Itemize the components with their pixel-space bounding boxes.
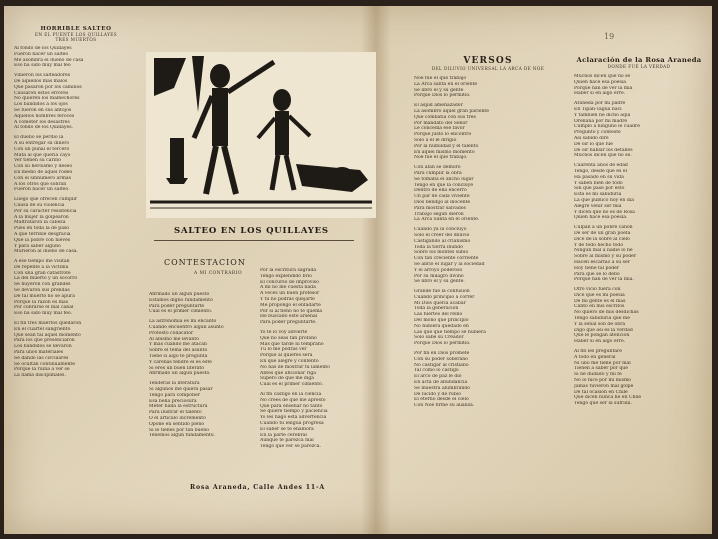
poem-aclaracion: [574, 56, 704, 411]
versos-subtitle: DEL DILUVIO UNIVERSAL LA ARCA DE NOE: [431, 66, 545, 71]
verse-line: Un par de cada viviente: [414, 194, 470, 200]
verse-line: Se libró él y su gente: [414, 87, 464, 93]
verse-line: No castigar al cristiano: [414, 362, 469, 368]
verse-line: Tengo que ser la sufrida.: [574, 401, 632, 407]
verse-line: En el cuartel sangriento: [14, 326, 71, 332]
verse-line: La llama disciplinales.: [14, 373, 66, 379]
poem-versos: [414, 56, 562, 413]
poem-title: HORRIBLE SALTEO: [40, 26, 112, 32]
verse-line: Cuarenta años de edad: [574, 163, 628, 169]
contestacion-subtitle: A MI CONTRARIO: [194, 271, 243, 276]
verse-line: Eso ha sido muy mal feo.: [14, 311, 73, 317]
verse-line: Tenemos algún fundamento.: [149, 433, 215, 439]
verse-line: Se quiere tiempo y paciencia: [260, 409, 328, 415]
stanza: [260, 268, 364, 326]
verse-line: Se fueron en sus antojos: [14, 107, 72, 113]
verse-line: Mi Dios quería acabar: [414, 300, 466, 306]
verse-line: Que sean tal aquel momento: [14, 332, 81, 338]
verse-line: Que para enseñar no tanto: [260, 403, 323, 409]
versos-body: [414, 76, 562, 409]
verse-line: Opone en sentido pleno: [149, 421, 205, 427]
aclaracion-title: Aclaración de la Rosa Araneda: [576, 56, 702, 64]
verse-line: Sobre los montes subió: [414, 250, 469, 256]
verse-line: Y la señal son de obra: [574, 321, 626, 327]
verse-line: En aquel mismo momento: [414, 149, 475, 155]
verse-line: Dentro de ella encerró: [414, 188, 467, 194]
verse-line: Se tomaba el ancho lugar: [414, 176, 474, 182]
verse-line: Estamos digno fundamento: [149, 297, 213, 303]
stanza: [14, 197, 138, 255]
verse-line: Al fondo de los Quillayes.: [14, 125, 74, 131]
verse-line: Sin que pase por esto: [574, 186, 625, 192]
verse-line: Y para saber alguno: [14, 243, 61, 249]
verse-line: Se dando las circulares: [14, 355, 69, 361]
aclaracion-subtitle: DONDE FUÉ LA VERDAD: [607, 64, 671, 69]
verse-line: Cual es el primer cimiento.: [149, 309, 213, 315]
stanza: [260, 330, 364, 388]
verse-line: Cuando ya la concluyó: [414, 227, 467, 233]
verse-line: Y mas cuando me atacan: [149, 342, 207, 348]
verse-line: Y dicen que no es de Rosa: [574, 209, 635, 215]
verse-line: Cuando tu lengua progresa: [260, 420, 324, 426]
verse-line: A veces un buen profesor: [260, 291, 320, 297]
verse-line: Mata al que quería cayó: [14, 152, 71, 158]
verse-line: Alegre venir ser mía: [574, 203, 622, 209]
verse-line: Si algunos me quiera pasar: [149, 386, 213, 392]
verse-line: Cuando encuentro algún asunto: [149, 324, 224, 330]
verse-line: Sólo a él le dirigió: [414, 137, 457, 143]
verse-line: A ese tiempo me visitan: [14, 259, 70, 265]
verse-line: Grande fué la confusión: [414, 289, 470, 295]
stanza: [149, 381, 249, 439]
stanza: [414, 351, 562, 409]
verse-line: Fueron hacer un salteo: [14, 51, 69, 57]
verse-line: A cometer los desastres: [14, 119, 70, 125]
woodcut-illustration: [146, 52, 376, 218]
stanza: [414, 165, 562, 223]
verse-line: La Arca Santa en el oriente.: [414, 217, 480, 223]
verse-line: Y también he dicho aquí: [574, 112, 631, 118]
verse-line: Vinieron los salteadores: [14, 73, 71, 79]
verse-line: Al fin les preguntaré: [574, 349, 622, 355]
verse-line: Con el sinnúmero armas: [14, 175, 71, 181]
verse-line: Cantó en mis escritos: [574, 304, 625, 310]
verse-line: Que le pongan atención: [574, 333, 630, 339]
stanza: [149, 292, 249, 315]
verse-line: Para unos materiales: [14, 350, 64, 356]
divider-rule: [154, 240, 354, 241]
verse-line: Hoy tiene tal poder: [574, 265, 620, 271]
verse-line: Para poder preguntarte: [149, 303, 205, 309]
verse-line: Sólo sabe su Creador: [414, 335, 464, 341]
verse-line: Muchos dicen que no sé.: [574, 153, 632, 159]
contestacion-col-1: [149, 292, 249, 443]
verse-line: Con su poder soberano: [414, 356, 468, 362]
verse-line: Al fondo de los Quillayes: [14, 46, 72, 51]
verse-line: La del muerto y un socorro: [14, 276, 78, 282]
woodcut-caption: SALTEO EN LOS QUILLAYES: [174, 226, 329, 236]
verse-line: El fin tres muertos quedaron: [14, 321, 82, 327]
stanza: [414, 227, 562, 285]
verse-line: Haber si en algo erré.: [574, 91, 626, 97]
verse-line: No lo hice por mí mismo: [574, 378, 632, 384]
verse-line: Con Noé firme su alianza.: [414, 403, 475, 409]
verse-line: Porque han de ver la mía: [574, 85, 633, 91]
verse-line: A la mujer la golpearon: [14, 214, 69, 220]
verse-line: No quieren los malhechores: [14, 96, 80, 102]
verse-line: Ni uno me tiene por mal: [574, 360, 631, 366]
verse-line: Tengo sabiduría que me: [574, 316, 630, 322]
verse-line: Eso ha sido muy mal feo: [14, 63, 71, 69]
verse-line: Hacen escarnio a su ser: [574, 259, 630, 265]
verse-line: El arco de paz le dió: [414, 374, 462, 380]
verse-line: Yo te lo voy advierte: [260, 329, 308, 335]
verse-line: Noé fué el que trabajó: [414, 76, 467, 81]
verse-line: Que no seas tan profano: [260, 335, 317, 341]
verse-line: De tal ocasión en Chile: [574, 389, 628, 395]
stanza: [14, 321, 138, 379]
verse-line: Le concedía ese favor: [414, 126, 465, 132]
stanza: [414, 289, 562, 347]
verse-line: A los otros que sobran: [14, 181, 67, 187]
verse-line: Supero de que me diga: [260, 376, 315, 382]
verse-line: Aunque te parezca mal: [260, 438, 314, 444]
stanza: [149, 319, 249, 377]
verse-line: De aquellos más malos: [14, 78, 68, 84]
verse-line: El dueño se perdió la: [14, 135, 64, 141]
verse-line: Para poder preguntarte.: [260, 320, 317, 326]
verse-line: Cuando principió a correr: [414, 294, 475, 300]
verse-line: Tal como lo castigó: [414, 368, 459, 374]
verse-line: Se abrió el lugar y la sociedad: [414, 261, 485, 267]
verse-line: De mi gente es el más: [574, 298, 626, 304]
verse-line: Se ocultan continuamente: [14, 361, 75, 367]
verse-line: Porque Dios lo permitió.: [414, 341, 471, 347]
verse-line: Mas que tarde ni temprano: [260, 341, 324, 347]
verse-line: A mi no me cuesta nada: [260, 285, 316, 291]
verse-line: Porque han de ver la mía.: [574, 277, 634, 283]
verse-line: Para que se lo debo: [574, 271, 620, 277]
verse-line: Por la humildad y el talento: [414, 143, 479, 149]
verse-line: Toda la tierra inundó: [414, 244, 463, 250]
verse-line: Y carenas tendré el es este: [149, 359, 212, 365]
verse-line: Maltrataron la cabeza: [14, 220, 66, 226]
verse-line: En la parte cerebral: [260, 432, 307, 438]
verse-line: De tal muerto no se apura: [14, 293, 75, 299]
verse-line: Tengo que ver se parezca.: [260, 444, 321, 450]
verse-line: No crees de que me apresto: [260, 397, 326, 403]
stanza: [414, 76, 562, 99]
verse-line: Cual es el primer cimiento.: [260, 382, 324, 388]
stanza: [14, 46, 138, 69]
verse-line: Se libró él y su gente.: [414, 279, 465, 285]
verse-line: Que pasaron por los caminos: [14, 84, 82, 90]
verse-line: La astronomía es mi encanto: [149, 319, 217, 325]
verse-line: Yo les hago esta advertencia: [260, 415, 327, 421]
stanza: [260, 392, 364, 450]
verse-line: El eterno desde el cielo: [414, 397, 469, 403]
verse-line: Afirmado un algún puesto: [149, 292, 210, 297]
page-number: 19: [604, 32, 615, 41]
verse-line: Quién hace esa poesía: [574, 79, 627, 85]
verse-line: Me propongo el enfadarte: [260, 302, 321, 308]
verse-line: Toda la generación: [414, 306, 459, 312]
verse-line: Por cobrarse el mal cabal: [14, 305, 74, 311]
verse-line: Murieron al dueño de casa.: [14, 249, 78, 255]
stanza: [574, 74, 704, 97]
verse-line: En Tipán-Tagua nací: [574, 106, 622, 112]
verse-line: Así sabido diré: [574, 135, 609, 141]
verse-line: Ha pasado en su vida: [574, 174, 624, 180]
verse-line: Por la escritura sagrada: [260, 268, 317, 273]
verse-line: Al fin castigo en la ciencia: [260, 391, 322, 397]
verse-line: Por fin en Dios promete: [414, 351, 470, 357]
stanza: [574, 225, 704, 283]
verse-line: Aquellos hombres feroces: [14, 113, 75, 119]
verse-line: Para los que presenciaron: [14, 338, 75, 344]
verse-line: He buscado este arsenal: [260, 314, 318, 320]
verse-line: A todo en general: [574, 354, 616, 360]
verse-line: Afirmado un algún puesto.: [149, 371, 211, 377]
verse-line: Al abismo me levanto: [149, 336, 199, 342]
imprint-line: Rosa Araneda, Calle Andes 11-A: [190, 484, 325, 491]
contestacion-col-2: [260, 268, 364, 454]
verse-line: Haber si en algo erré.: [574, 339, 626, 345]
stanza: [574, 101, 704, 159]
verse-line: Las que que tiempo se hubiera: [414, 329, 486, 335]
verse-line: No hubiera quedado en: [414, 323, 469, 329]
verse-line: Causaron estos errores: [14, 90, 69, 96]
stanza: [14, 73, 138, 131]
verse-line: Si eres un buen literato: [149, 365, 204, 371]
verse-line: Noé fué el que trabajó.: [414, 155, 468, 161]
verse-line: La Arca santa en el oriente: [414, 81, 478, 87]
verse-line: Ningún mal a nadie lo he: [574, 248, 633, 254]
verse-line: Porque la razón es más: [14, 299, 69, 305]
verse-line: Los bandidos se llevaron: [14, 344, 72, 350]
verse-line: De lúcido y de rubio: [414, 391, 462, 397]
verse-line: Muchos dicen que no sé: [574, 74, 631, 79]
verse-line: El aspid amenazador: [414, 103, 463, 109]
verse-line: Castigando al crianismo: [414, 238, 471, 244]
verse-line: Para mostrar salvados: [414, 205, 466, 211]
verse-line: Se muestra alumbrando: [414, 385, 471, 391]
verse-line: Dice de la sobre al cielo: [574, 236, 630, 242]
verse-line: Por su carácter resistencia: [14, 208, 77, 214]
verse-line: Tiene si algo te pregunta: [149, 353, 208, 359]
poem-body: [14, 46, 138, 379]
stanza: [14, 135, 138, 193]
verse-line: Luego que ofrecen cumplir: [14, 197, 78, 203]
woodcut-svg: [146, 52, 376, 218]
versos-title: VERSOS: [463, 56, 513, 66]
verse-line: Se llevaron sus prendas: [14, 288, 70, 294]
verse-line: O el artículo incremento: [149, 415, 206, 421]
verse-line: Con un puñal el tercero: [14, 146, 70, 152]
verse-line: Quién hace esa poesía.: [574, 215, 628, 221]
verse-line: Que dicen nunca he en Chile: [574, 395, 642, 401]
verse-line: No has de mostrar tu lamento: [260, 364, 330, 370]
verse-line: En medio de aquel rodeo: [14, 169, 73, 175]
verse-line: Y el arroyo poderoso: [414, 267, 463, 273]
aclaracion-body: [574, 74, 704, 407]
poem-subtitle-2: TRES MUERTOS: [55, 37, 97, 42]
verse-line: Porque al quieres será: [260, 353, 313, 359]
verse-line: Me asombra el dueño de casa: [14, 57, 84, 63]
verse-line: Antes que aficionar riga: [260, 370, 317, 376]
verse-line: Del moño que principió: [414, 318, 469, 324]
stanza: [14, 259, 138, 317]
contestacion-title: CONTESTACION: [164, 258, 246, 267]
verse-line: Que combatía con sus tres: [414, 114, 476, 120]
verse-line: Se huyeron con grandes: [14, 282, 71, 288]
verse-line: Pues en toda la de paso: [14, 226, 70, 232]
verse-line: Con afán se demoró: [414, 165, 461, 171]
verse-line: Para ilustrar el talento: [149, 410, 202, 416]
verse-line: Con tan creciente corriente: [414, 256, 479, 262]
verse-line: Esa bella preciosura: [149, 398, 197, 404]
verse-line: Si he dudado y mi fe: [574, 372, 622, 378]
verse-line: Tengo en que la concluye: [414, 182, 474, 188]
verse-line: Araneda por mi padre: [574, 101, 626, 107]
verse-line: Que la pobre con nieves: [14, 237, 71, 243]
verse-line: Sobre el tema del asunto: [149, 348, 208, 354]
verse-line: Otro vicio fuera con: [574, 287, 621, 293]
verse-line: Meter halla la estructura: [149, 404, 208, 410]
verse-line: De oír lo que fué: [574, 141, 613, 147]
verse-line: Con una gran catástrofe: [14, 270, 71, 276]
verse-line: Pregunto y contesté: [574, 130, 621, 136]
verse-line: En acta de abundancia: [414, 380, 468, 386]
verse-line: Sobre al mismo y su poder: [574, 254, 637, 260]
verse-line: Porque justo lo encontró: [414, 132, 472, 138]
broadside-sheet: [4, 6, 712, 534]
verse-line: Las fuertes del reino: [414, 312, 463, 318]
poem-salteo: [14, 26, 138, 383]
verse-line: El concurso de improviso: [260, 279, 319, 285]
verse-line: Con su heroísmo y deseo: [14, 164, 73, 170]
verse-line: De repente a la víctima: [14, 264, 69, 270]
verse-line: Tenderás la literatura: [149, 381, 200, 387]
verse-line: Fueron hacer un salteo.: [14, 187, 70, 193]
verse-line: Trabajó según dieron: [414, 211, 464, 217]
stanza: [574, 349, 704, 407]
verse-line: Causa de su violencia: [14, 202, 65, 208]
verse-line: Protesto collacator: [149, 330, 194, 336]
verse-line: Por si al fieno no te quema: [260, 308, 323, 314]
verse-line: Para cumplir la obra: [414, 170, 462, 176]
verse-line: A su entregar su dinero: [14, 140, 70, 146]
verse-line: Si le tienes por tan bueno: [149, 427, 209, 433]
verse-line: La asombró aquel gran pariente: [414, 108, 489, 114]
stanza: [574, 163, 704, 221]
verse-line: Digo que así es la verdad: [574, 327, 633, 333]
verse-line: La que publico hoy en día: [574, 197, 634, 203]
verse-line: Dice que es mi poesía: [574, 292, 625, 298]
verse-line: En que alegre y contento: [260, 358, 319, 364]
verse-line: A que terrible desgracia: [14, 231, 71, 237]
verse-line: Por su milagro divino: [414, 273, 464, 279]
verse-line: Tú lo me podrás ver: [260, 347, 307, 353]
verse-line: Y saben bien de todo: [574, 180, 623, 186]
poem-subtitle-1: EN EL PUENTE LOS QUILLAYES: [35, 32, 117, 37]
verse-line: Cumplo a ninguno le cuadre: [574, 124, 640, 130]
verse-line: Dios bendijo al inocente: [414, 199, 471, 205]
verse-line: Y de todo hecho todo: [574, 242, 624, 248]
verse-line: Porque la ruina a ver se: [14, 367, 70, 373]
verse-line: Ver tienen su cariño: [14, 158, 61, 164]
verse-line: Por mandato del Señor: [414, 120, 468, 126]
stanza: [414, 103, 562, 161]
verse-line: Tienen a saber por qué: [574, 366, 628, 372]
verse-line: Esta es mi sabiduría: [574, 192, 622, 198]
verse-line: El saber se te enamora: [260, 426, 314, 432]
verse-line: De oír hablar los detalles: [574, 147, 633, 153]
verse-line: No quiero de mis desdichas: [574, 310, 639, 316]
verse-line: Y tú no podrás quejarte: [260, 296, 315, 302]
verse-line: Porque Dios lo permitió.: [414, 93, 471, 99]
verse-line: Los bandidos a los ojos: [14, 102, 68, 108]
verse-line: Culpan a un pobre cañón: [574, 225, 633, 231]
verse-line: Tengo explendido brío: [260, 273, 312, 279]
verse-line: De ser de un gran poeta: [574, 230, 631, 236]
verse-line: Tengo para componer: [149, 392, 200, 398]
verse-line: Tengo, desde que es el: [574, 168, 627, 174]
verse-line: Sólo el creer del diluvio: [414, 232, 470, 238]
verse-line: Orellana por mi madre: [574, 118, 628, 124]
verse-line: Jamás tuvieron mal golpe: [574, 383, 634, 389]
stanza: [574, 287, 704, 345]
